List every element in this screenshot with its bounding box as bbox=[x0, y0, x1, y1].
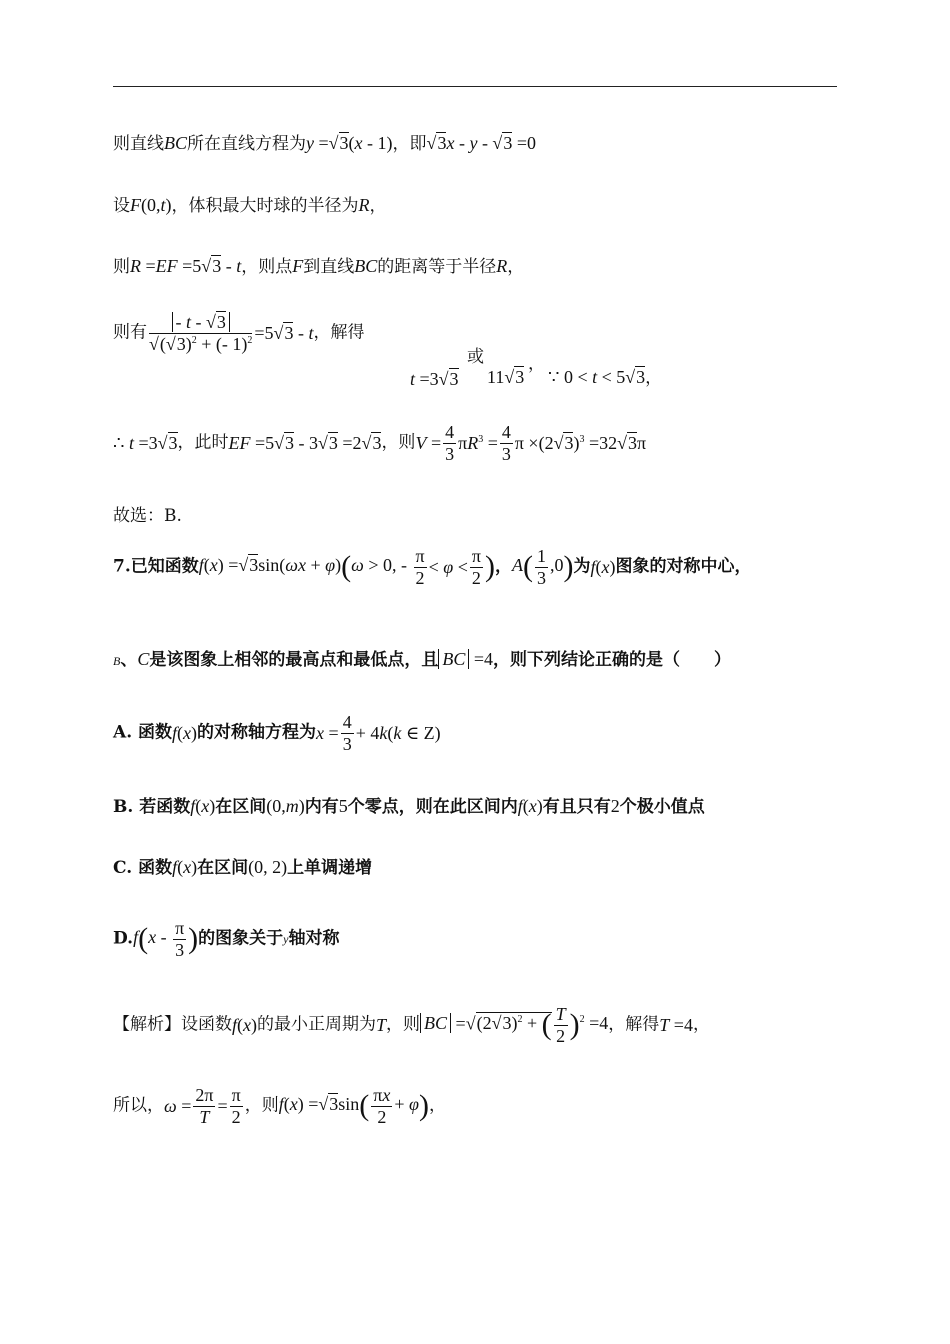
text: ，则点 bbox=[241, 257, 293, 277]
math: R bbox=[496, 256, 508, 276]
math: = bbox=[217, 1096, 228, 1117]
math: ) bbox=[484, 550, 495, 584]
math: $\pi R^3$ = bbox=[458, 433, 498, 454]
text-line bbox=[113, 508, 182, 525]
math: 11√3 bbox=[487, 367, 525, 387]
math-fraction: $\frac{- t - √3}{√(√3)^2 + (- 1)^2}$ bbox=[149, 312, 253, 354]
math: A( bbox=[511, 550, 533, 584]
text-line bbox=[467, 349, 484, 366]
question-line bbox=[113, 650, 731, 669]
math: 5 bbox=[338, 796, 348, 816]
option-c bbox=[113, 858, 372, 877]
math: 2 bbox=[610, 796, 620, 816]
math: R =EF =5√3 - t bbox=[130, 256, 242, 276]
math: BC bbox=[164, 133, 188, 153]
option-d bbox=[113, 918, 340, 960]
math: x = bbox=[316, 723, 339, 744]
text: 个极小值点 bbox=[619, 797, 705, 817]
math: BC =4 bbox=[438, 649, 493, 669]
math-fraction: $\frac{4}{3}$ bbox=[501, 422, 511, 464]
math: BC bbox=[354, 256, 378, 276]
text: C. 函数 bbox=[113, 858, 173, 878]
option-a bbox=[113, 712, 441, 754]
text-line bbox=[410, 370, 459, 389]
math: f(x) bbox=[517, 796, 543, 816]
math: f(x - bbox=[133, 922, 172, 956]
text-line bbox=[113, 257, 524, 276]
text: 、 bbox=[120, 650, 138, 670]
text: ， bbox=[692, 1014, 710, 1035]
option-b bbox=[113, 797, 705, 816]
text: 的对称轴方程为 bbox=[197, 722, 317, 743]
math: f(x) =√3sin( bbox=[278, 1089, 370, 1123]
math: V = bbox=[415, 433, 442, 454]
math: (0, 2) bbox=[248, 857, 288, 877]
math: y =√3(x - 1) bbox=[306, 133, 393, 153]
header-rule bbox=[113, 86, 837, 87]
question-line bbox=[113, 546, 751, 588]
math: ∵ 0 < t < 5√3 bbox=[548, 367, 646, 387]
text-line bbox=[113, 196, 387, 215]
math: =5√3 - t bbox=[254, 323, 314, 344]
math: ) bbox=[188, 922, 199, 956]
text: 有且只有 bbox=[542, 797, 611, 817]
text: ， bbox=[507, 257, 525, 277]
math: $\pi \times(2√3)^3 =32√3\pi$ bbox=[514, 433, 647, 454]
math-fraction: $\frac{4}{3}$ bbox=[342, 712, 352, 754]
text: ，即 bbox=[392, 134, 427, 154]
text: ， bbox=[528, 354, 545, 374]
text: 7.已知函数 bbox=[113, 556, 199, 577]
math: (0,m) bbox=[266, 796, 305, 816]
text: ，体积最大时球的半径为 bbox=[171, 196, 359, 216]
math: BC $=√(2√3)^2$ + ( bbox=[420, 1012, 552, 1033]
math-fraction: $\frac{\pi}{2}$ bbox=[415, 546, 425, 588]
math: F bbox=[292, 256, 304, 276]
text: ， bbox=[369, 196, 387, 216]
math: ∴ t =3√3 bbox=[113, 433, 178, 454]
text: 的图象关于 bbox=[198, 928, 284, 949]
text: ，则 bbox=[386, 1014, 421, 1035]
text: ，解得 bbox=[313, 322, 365, 343]
text-line bbox=[487, 368, 524, 387]
math: f(x) bbox=[172, 857, 198, 877]
math: EF =5√3 - 3√3 =2√3 bbox=[228, 433, 382, 454]
math: B bbox=[113, 654, 121, 668]
text: 则 bbox=[113, 257, 130, 277]
math-fraction: $\frac{\pi}{2}$ bbox=[231, 1085, 241, 1127]
text: ， bbox=[494, 556, 512, 577]
math: f(x) bbox=[190, 796, 216, 816]
text: 在区间 bbox=[215, 797, 267, 817]
text: ， bbox=[645, 368, 663, 388]
math: T =4 bbox=[659, 1015, 693, 1036]
math: f(x) bbox=[172, 723, 198, 744]
text: D. bbox=[113, 928, 134, 949]
math: C bbox=[137, 649, 150, 669]
math: y bbox=[283, 932, 289, 947]
text-line bbox=[548, 368, 662, 387]
text-line bbox=[113, 134, 536, 153]
math: )$^2$ =4 bbox=[569, 1008, 609, 1042]
math-fraction: $\frac{\pi x}{2}$ bbox=[373, 1085, 391, 1127]
text: 所在直线方程为 bbox=[187, 134, 307, 154]
math: t =3√3 bbox=[410, 369, 459, 389]
text: B. 若函数 bbox=[113, 797, 191, 817]
text: 轴对称 bbox=[288, 928, 340, 949]
text: 所以， bbox=[113, 1095, 164, 1116]
text: ，解得 bbox=[608, 1014, 660, 1035]
text: 【解析】设函数 bbox=[113, 1014, 232, 1035]
text: 则有 bbox=[113, 322, 147, 343]
text-line bbox=[528, 356, 545, 373]
text: 内有 bbox=[304, 797, 339, 817]
text: 的距离等于半径 bbox=[377, 257, 497, 277]
math-fraction: $\frac{\pi}{3}$ bbox=[175, 918, 185, 960]
math: + 4k(k ∈ Z) bbox=[355, 723, 441, 744]
math-fraction: $\frac{4}{3}$ bbox=[445, 422, 455, 464]
math-fraction: $\frac{1}{3}$ bbox=[536, 546, 546, 588]
text: 为 bbox=[573, 556, 591, 577]
math: T bbox=[376, 1015, 387, 1036]
math: f(x) bbox=[232, 1015, 258, 1036]
text: 或 bbox=[467, 347, 484, 367]
math: F(0,t) bbox=[130, 195, 172, 215]
solution-line bbox=[113, 1085, 446, 1127]
math: R bbox=[358, 195, 370, 215]
text: 设 bbox=[113, 196, 130, 216]
text: 到直线 bbox=[303, 257, 355, 277]
text: 则直线 bbox=[113, 134, 164, 154]
text: 的最小正周期为 bbox=[257, 1014, 377, 1035]
text: 故选：B. bbox=[113, 506, 182, 526]
math-fraction: $\frac{T}{2}$ bbox=[555, 1004, 566, 1046]
text: ，则下列结论正确的是（ ） bbox=[493, 650, 732, 670]
math-fraction: $\frac{\pi}{2}$ bbox=[471, 546, 481, 588]
text: ，此时 bbox=[177, 432, 229, 453]
solution-line bbox=[113, 1004, 710, 1046]
text-line bbox=[113, 312, 364, 354]
text: ， bbox=[429, 1095, 446, 1116]
text: 上单调递增 bbox=[287, 858, 373, 878]
math: f(x) =√3sin(ωx + φ)(ω > 0, - bbox=[198, 550, 412, 584]
math: ω = bbox=[164, 1096, 192, 1117]
text: 个零点，则在此区间内 bbox=[347, 797, 518, 817]
math: √3x - y - √3 =0 bbox=[426, 133, 536, 153]
text: 是该图象上相邻的最高点和最低点，且 bbox=[149, 650, 439, 670]
math: + φ) bbox=[394, 1089, 429, 1123]
text: 在区间 bbox=[197, 858, 249, 878]
math: < φ < bbox=[428, 557, 468, 578]
math: f(x) bbox=[590, 557, 616, 578]
math: ,0) bbox=[549, 550, 574, 584]
text: ，则 bbox=[381, 432, 416, 453]
text: ，则 bbox=[244, 1095, 279, 1116]
math-fraction: $\frac{2\pi}{T}$ bbox=[195, 1085, 214, 1127]
text-line bbox=[113, 422, 646, 464]
text: A. 函数 bbox=[113, 722, 173, 743]
text: 图象的对称中心， bbox=[615, 556, 752, 577]
